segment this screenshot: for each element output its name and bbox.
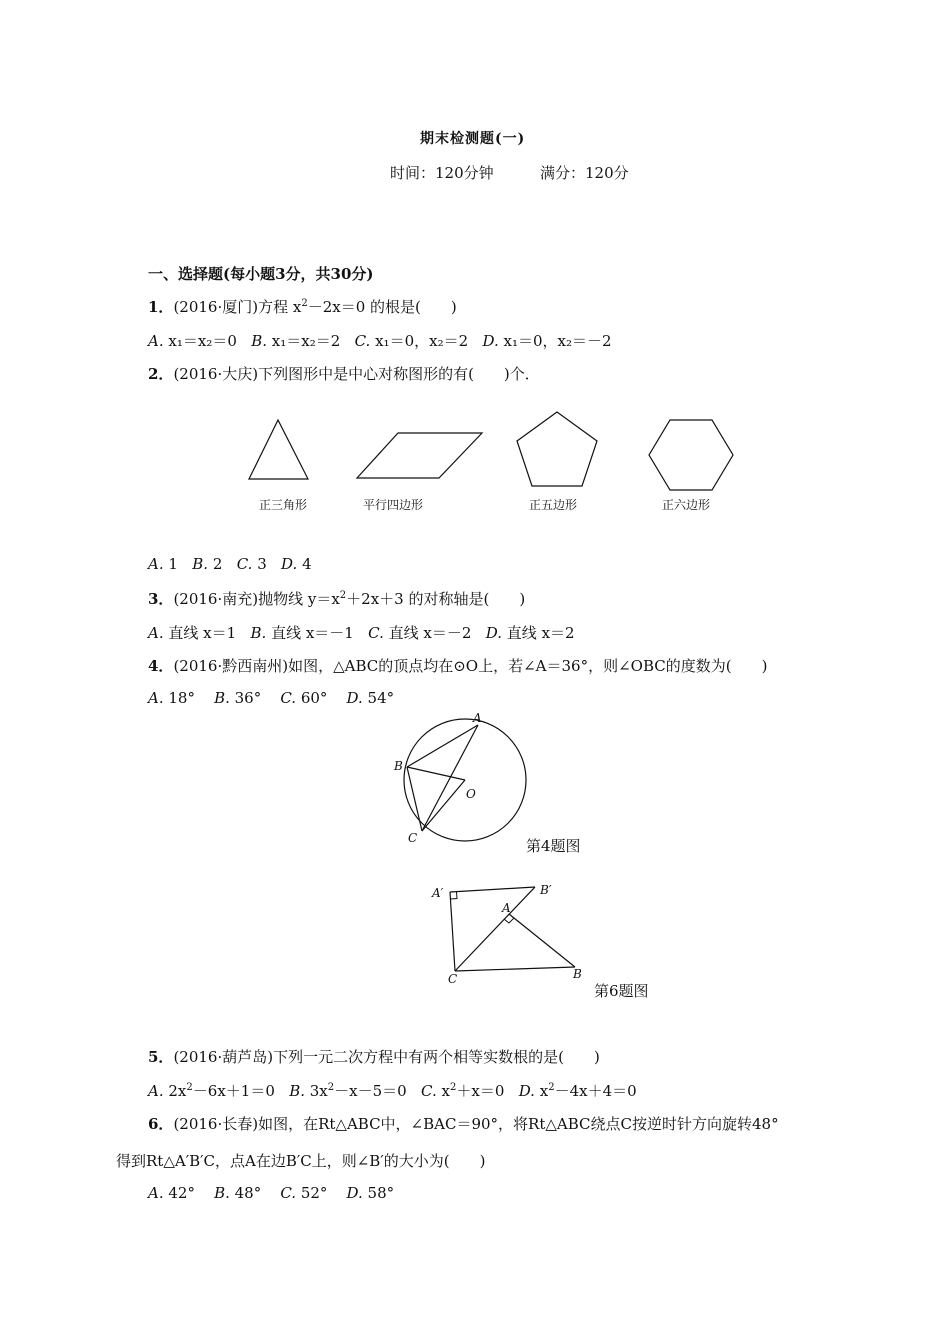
option-text: 3x xyxy=(309,1082,328,1100)
question-6-options xyxy=(148,1184,394,1202)
exponent: 2 xyxy=(339,590,347,601)
question-stem: (2016·厦门)方程 x xyxy=(173,298,302,316)
option-label: A. xyxy=(148,332,164,350)
option-text: 54° xyxy=(367,689,395,707)
question-5-options xyxy=(148,1080,637,1101)
option-label: C. xyxy=(354,332,371,350)
option-text: 60° xyxy=(300,689,328,707)
point-label-b: B xyxy=(573,967,582,981)
exponent: 2 xyxy=(327,1082,335,1093)
option-label: D. xyxy=(281,555,298,573)
segment-a1b1 xyxy=(450,887,535,892)
point-label-a: A xyxy=(473,711,482,725)
page-title: 期末检测题(一) xyxy=(420,131,526,147)
option-text: 42° xyxy=(168,1184,195,1202)
exam-score: 满分：120分 xyxy=(540,164,629,182)
question-number: 5． xyxy=(148,1048,174,1066)
shape-caption: 正三角形 xyxy=(259,498,308,512)
option-label: D. xyxy=(346,689,363,707)
figure-caption: 第6题图 xyxy=(594,982,649,1000)
question-number: 6． xyxy=(148,1115,174,1133)
figure-caption: 第4题图 xyxy=(526,837,581,855)
question-1 xyxy=(148,296,457,317)
option-label: B. xyxy=(289,1082,305,1100)
question-3-options xyxy=(148,622,575,643)
option-label: C. xyxy=(236,555,253,573)
option-label: A. xyxy=(148,624,164,642)
question-stem-cont: －2x＝0 的根是( ) xyxy=(307,298,457,316)
question-stem: (2016·南充)抛物线 y＝x xyxy=(173,590,340,608)
point-label-o: O xyxy=(466,787,476,801)
exponent: 2 xyxy=(186,1082,193,1093)
segment-co xyxy=(422,780,465,831)
point-label-c: C xyxy=(408,831,418,845)
option-text-cont: －4x＋4＝0 xyxy=(554,1082,637,1100)
point-label-c: C xyxy=(448,972,458,986)
segment-bo xyxy=(407,767,465,780)
question-number: 3． xyxy=(148,590,174,608)
question-4 xyxy=(148,655,767,676)
option-label: B. xyxy=(214,1184,230,1202)
option-label: B. xyxy=(192,555,209,573)
question-5 xyxy=(148,1046,600,1067)
option-label: B. xyxy=(251,332,267,350)
question-1-options xyxy=(148,330,612,351)
option-text: x₁＝0，x₂＝2 xyxy=(375,332,469,350)
option-label: C. xyxy=(368,624,384,642)
option-label: D. xyxy=(485,624,503,642)
exponent: 2 xyxy=(449,1082,457,1093)
segment-cb xyxy=(455,967,575,971)
option-label: C. xyxy=(280,689,297,707)
option-text: 直线 x＝－1 xyxy=(271,624,354,642)
option-text: x xyxy=(539,1082,549,1100)
option-text: 52° xyxy=(300,1184,328,1202)
question-stem: (2016·大庆)下列图形中是中心对称图形的有( )个． xyxy=(173,365,540,383)
option-label: A. xyxy=(148,555,164,573)
question-number: 4． xyxy=(148,657,174,675)
question-6 xyxy=(148,1113,779,1134)
option-text: 直线 x＝－2 xyxy=(388,624,472,642)
option-text-cont: －6x＋1＝0 xyxy=(192,1082,275,1100)
point-label-b: B xyxy=(394,759,403,773)
parallelogram-shape xyxy=(357,433,482,478)
shape-caption: 正五边形 xyxy=(529,498,578,512)
point-label-b1: B′ xyxy=(540,883,552,897)
point-label-a1: A′ xyxy=(432,886,444,900)
option-label: B. xyxy=(214,689,230,707)
q6-triangles-figure xyxy=(420,875,600,990)
point-label-a: A xyxy=(502,901,511,915)
exponent: 2 xyxy=(548,1082,555,1093)
option-label: C. xyxy=(280,1184,297,1202)
question-2-options xyxy=(148,555,312,573)
regular-hexagon-shape xyxy=(649,420,733,490)
option-text: 2 xyxy=(212,555,223,573)
option-text: x₁＝x₂＝2 xyxy=(271,332,341,350)
question-stem: (2016·葫芦岛)下列一元二次方程中有两个相等实数根的是( ) xyxy=(173,1048,600,1066)
option-text-cont: ＋x＝0 xyxy=(456,1082,505,1100)
question-6-cont: 得到Rt△A′B′C，点A在边B′C上，则∠B′的大小为( ) xyxy=(116,1152,486,1170)
right-angle-mark-a1 xyxy=(451,892,458,899)
question-2 xyxy=(148,363,540,384)
option-label: B. xyxy=(250,624,267,642)
option-text: x₁＝0，x₂＝－2 xyxy=(503,332,612,350)
segment-ab xyxy=(509,914,575,967)
section-heading: 一、选择题(每小题3分，共30分) xyxy=(148,265,374,283)
exam-time: 时间：120分钟 xyxy=(390,164,494,182)
shape-caption: 正六边形 xyxy=(662,498,711,512)
option-text: x₁＝x₂＝0 xyxy=(168,332,237,350)
option-text: x xyxy=(441,1082,450,1100)
option-label: D. xyxy=(482,332,499,350)
segment-bc xyxy=(407,767,422,831)
option-text: 58° xyxy=(367,1184,395,1202)
question-number: 1． xyxy=(148,298,174,316)
option-text: 18° xyxy=(168,689,195,707)
option-text: 1 xyxy=(168,555,178,573)
question-number: 2． xyxy=(148,365,174,383)
question-stem: (2016·黔西南州)如图，△ABC的顶点均在⊙O上，若∠A＝36°，则∠OBC的度数为( ) xyxy=(173,657,768,675)
segment-cb1 xyxy=(455,887,535,971)
option-text: 4 xyxy=(302,555,312,573)
regular-pentagon-shape xyxy=(517,412,597,486)
option-label: A. xyxy=(148,1082,164,1100)
question-3 xyxy=(148,588,525,609)
option-text: 3 xyxy=(257,555,267,573)
q4-circle-figure xyxy=(380,700,620,860)
question-stem-cont: ＋2x＋3 的对称轴是( ) xyxy=(346,590,526,608)
option-label: D. xyxy=(346,1184,363,1202)
question-stem: (2016·长春)如图，在Rt△ABC中，∠BAC＝90°，将Rt△ABC绕点C按逆时针方向旋转48° xyxy=(173,1115,779,1133)
question-4-options xyxy=(148,689,394,707)
option-text: 36° xyxy=(234,689,262,707)
option-text: 直线 x＝1 xyxy=(168,624,237,642)
option-text-cont: －x－5＝0 xyxy=(334,1082,407,1100)
option-text: 直线 x＝2 xyxy=(506,624,575,642)
equilateral-triangle-shape xyxy=(249,420,308,479)
option-label: A. xyxy=(148,1184,164,1202)
option-label: C. xyxy=(421,1082,437,1100)
option-label: A. xyxy=(148,689,164,707)
option-text: 48° xyxy=(234,1184,262,1202)
exponent: 2 xyxy=(301,298,308,309)
segment-a1c xyxy=(450,892,455,971)
shape-caption: 平行四边形 xyxy=(363,498,424,512)
option-text: 2x xyxy=(168,1082,187,1100)
option-label: D. xyxy=(518,1082,535,1100)
